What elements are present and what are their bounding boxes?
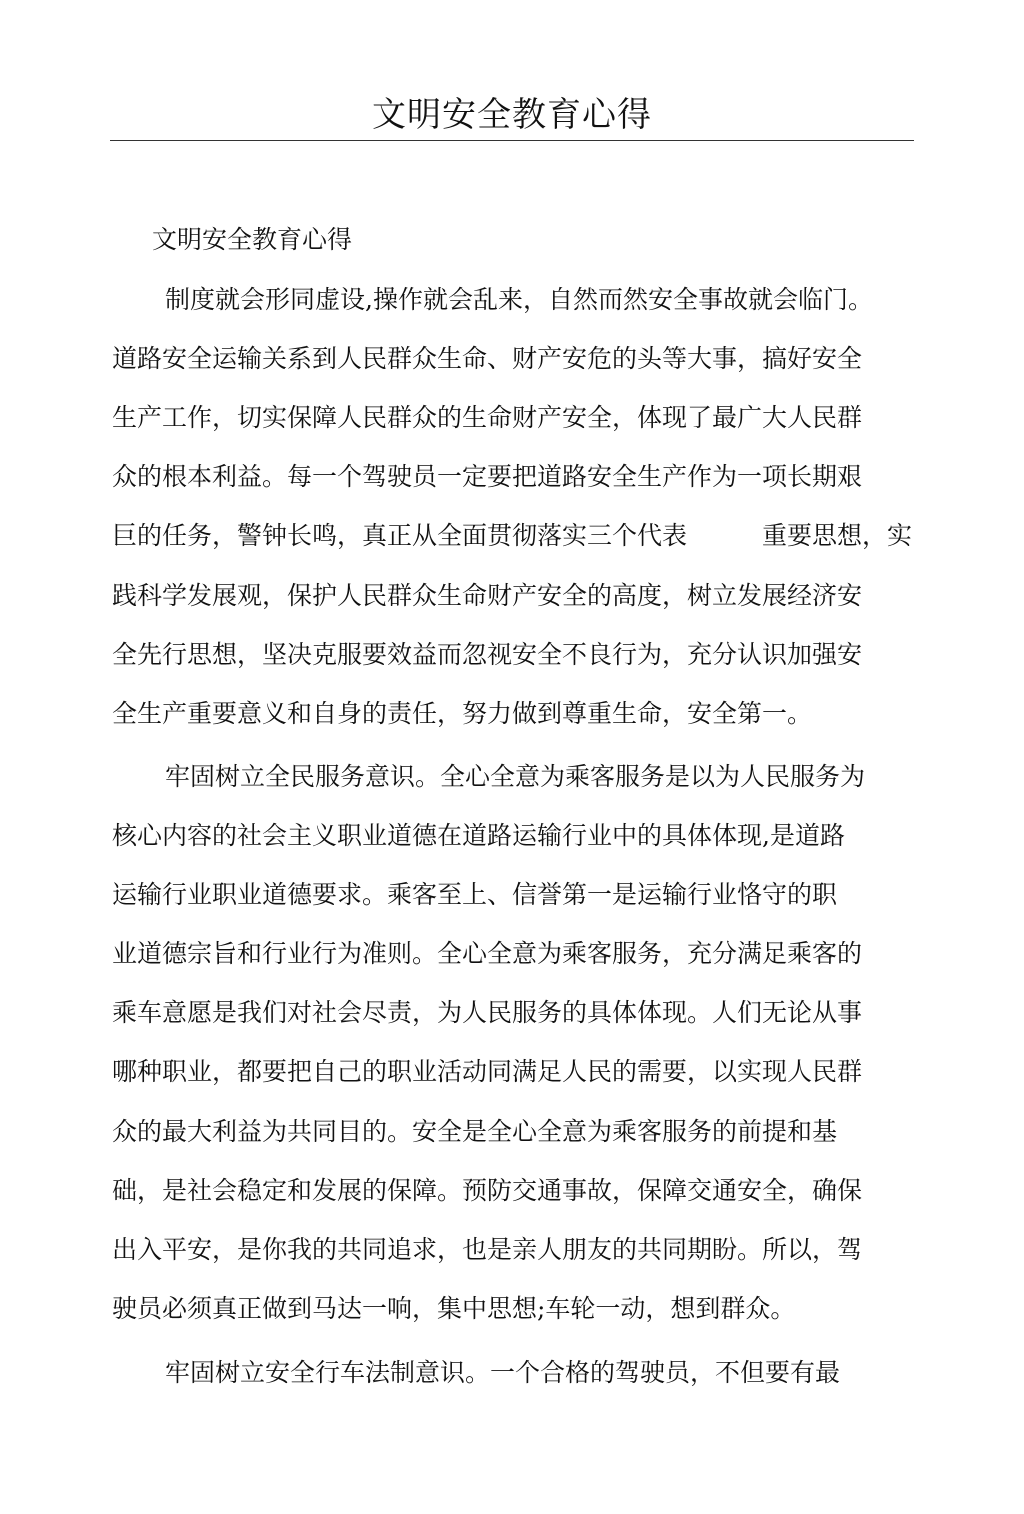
paragraph-line: 践科学发展观，保护人民群众生命财产安全的高度，树立发展经济安 [112,581,863,610]
paragraph-line: 业道德宗旨和行业行为准则。全心全意为乘客服务，充分满足乘客的 [112,939,863,968]
paragraph-line: 牢固树立安全行车法制意识。一个合格的驾驶员，不但要有最 [165,1358,841,1387]
paragraph-line: 制度就会形同虚设,操作就会乱来，自然而然安全事故就会临门。 [165,285,873,314]
paragraph-line: 核心内容的社会主义职业道德在道路运输行业中的具体体现,是道路 [112,821,845,850]
paragraph-line: 哪种职业，都要把自己的职业活动同满足人民的需要，以实现人民群 [112,1057,863,1086]
paragraph-line: 运输行业职业道德要求。乘客至上、信誉第一是运输行业恪守的职 [112,880,838,909]
paragraph-line: 全先行思想，坚决克服要效益而忽视安全不良行为，充分认识加强安 [112,640,863,669]
paragraph-line: 出入平安，是你我的共同追求，也是亲人朋友的共同期盼。所以，驾 [112,1235,863,1264]
paragraph-line: 驶员必须真正做到马达一响，集中思想;车轮一动，想到群众。 [112,1294,796,1323]
paragraph-line: 全生产重要意义和自身的责任，努力做到尊重生命，安全第一。 [112,699,813,728]
document-subtitle: 文明安全教育心得 [152,225,353,254]
paragraph-line: 乘车意愿是我们对社会尽责，为人民服务的具体体现。人们无论从事 [112,998,863,1027]
title-divider [110,140,914,141]
document-title: 文明安全教育心得 [372,95,652,135]
paragraph-line: 众的根本利益。每一个驾驶员一定要把道路安全生产作为一项长期艰 [112,462,863,491]
paragraph-line: 巨的任务，警钟长鸣，真正从全面贯彻落实三个代表 [112,521,688,550]
paragraph-line: 众的最大利益为共同目的。安全是全心全意为乘客服务的前提和基 [112,1117,838,1146]
paragraph-line: 道路安全运输关系到人民群众生命、财产安危的头等大事，搞好安全 [112,344,863,373]
paragraph-line: 牢固树立全民服务意识。全心全意为乘客服务是以为人民服务为 [165,762,866,791]
paragraph-line-continuation: 重要思想，实 [762,521,913,550]
paragraph-line: 生产工作，切实保障人民群众的生命财产安全，体现了最广大人民群 [112,403,863,432]
paragraph-line: 础，是社会稳定和发展的保障。预防交通事故，保障交通安全，确保 [112,1176,863,1205]
